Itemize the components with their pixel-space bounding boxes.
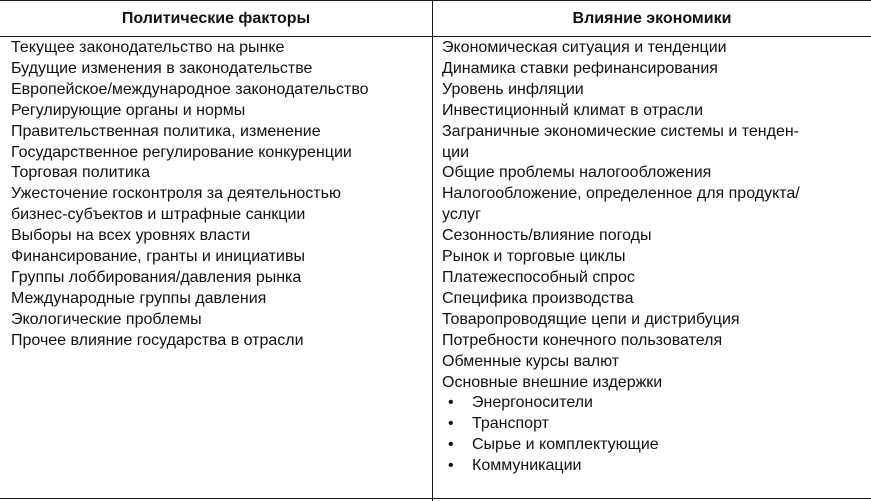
list-item: Рынок и торговые циклы bbox=[442, 248, 626, 266]
list-item: услуг bbox=[442, 206, 481, 224]
bullet-item-transport bbox=[442, 414, 867, 435]
bullet-icon: • bbox=[448, 457, 454, 475]
list-item: Регулирующие органы и нормы bbox=[11, 101, 246, 119]
list-item: ции bbox=[442, 143, 470, 161]
list-item: Международные группы давления bbox=[11, 289, 267, 307]
list-item: Европейское/международное законодательство bbox=[11, 80, 369, 98]
list-item: Инвестиционный климат в отрасли bbox=[442, 101, 704, 119]
list-item: Потребности конечного пользователя bbox=[442, 331, 723, 349]
economic-influence-list bbox=[442, 38, 867, 477]
list-item: Финансирование, гранты и инициативы bbox=[11, 248, 305, 266]
list-item: Уровень инфляции bbox=[442, 80, 584, 98]
bullet-item-label: Коммуникации bbox=[472, 457, 582, 475]
table-bottom-border bbox=[0, 498, 871, 499]
list-item: Ужесточение госконтроля за деятельностью bbox=[11, 185, 341, 203]
list-item: Общие проблемы налогообложения bbox=[442, 164, 712, 182]
header-divider bbox=[0, 36, 871, 37]
list-item: Правительственная политика, изменение bbox=[11, 122, 321, 140]
political-factors-list bbox=[11, 38, 429, 352]
list-item: бизнес-субъектов и штрафные санкции bbox=[11, 206, 306, 224]
bullet-item-energy bbox=[442, 393, 867, 414]
list-item: Динамика ставки рефинансирования bbox=[442, 59, 718, 77]
list-item: Заграничные экономические системы и тенден- bbox=[442, 122, 800, 140]
list-item: Торговая политика bbox=[11, 164, 151, 182]
list-item: Группы лоббирования/давления рынка bbox=[11, 268, 302, 286]
economic-influence-header: Влияние экономики bbox=[572, 10, 732, 27]
list-item: Будущие изменения в законодательстве bbox=[11, 59, 313, 77]
list-item: Государственное регулирование конкуренции bbox=[11, 143, 352, 161]
list-item: Сезонность/влияние погоды bbox=[442, 227, 652, 245]
list-item: Обменные курсы валют bbox=[442, 352, 620, 370]
column-divider bbox=[432, 0, 433, 501]
list-item: Экономическая ситуация и тенденции bbox=[442, 39, 727, 56]
list-item: Налогообложение, определенное для продукта/ bbox=[442, 185, 800, 203]
political-factors-header: Политические факторы bbox=[121, 10, 311, 27]
bullet-icon: • bbox=[448, 394, 454, 412]
bullet-icon: • bbox=[448, 436, 454, 454]
list-item: Выборы на всех уровнях власти bbox=[11, 227, 251, 245]
list-item: Экологические проблемы bbox=[11, 310, 202, 328]
list-item: Товаропроводящие цепи и дистрибуция bbox=[442, 310, 740, 328]
bullet-item-communications bbox=[442, 456, 867, 477]
bullet-item-label: Энергоносители bbox=[472, 394, 593, 412]
list-item: Текущее законодательство на рынке bbox=[11, 39, 285, 56]
bullet-item-label: Транспорт bbox=[472, 415, 549, 433]
bullet-item-materials bbox=[442, 435, 867, 456]
list-item: Прочее влияние государства в отрасли bbox=[11, 331, 304, 349]
bullet-item-label: Сырье и комплектующие bbox=[472, 436, 659, 454]
list-item: Платежеспособный спрос bbox=[442, 268, 635, 286]
bullet-icon: • bbox=[448, 415, 454, 433]
list-item: Специфика производства bbox=[442, 289, 634, 307]
list-item: Основные внешние издержки bbox=[442, 373, 663, 391]
